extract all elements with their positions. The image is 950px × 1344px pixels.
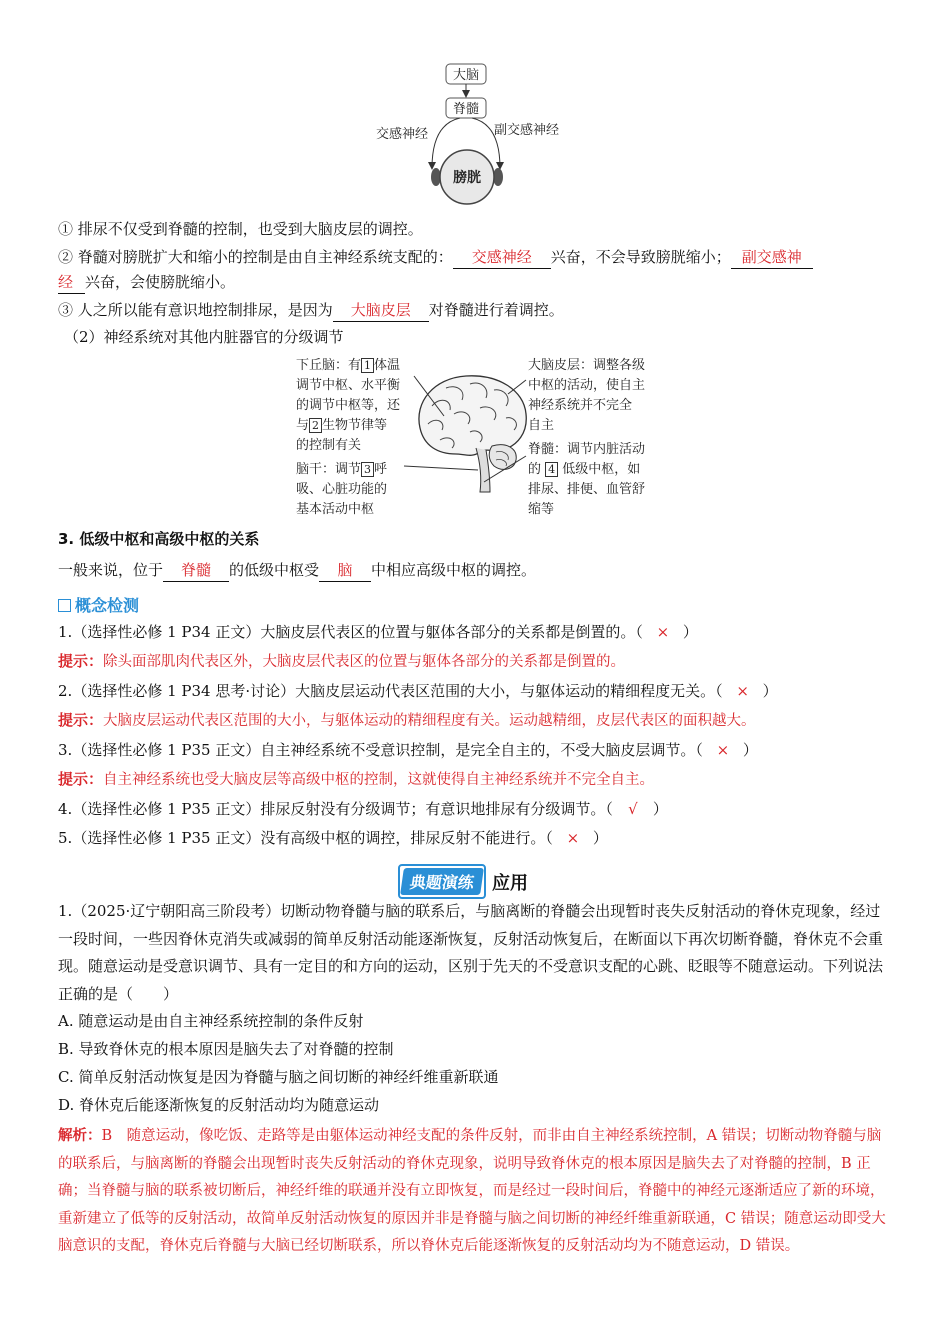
analysis: 解析：B 随意运动，像吃饭、走路等是由躯体运动神经支配的条件反射，而非由自主神经系统控制，A 错误；切断动物脊髓与脑的联系后，与脑离断的脊髓会出现暂时丧失反射活动的脊休克现象，说明导致脊休克的根本原因是脑失去了对脊髓的控制，B 正确；当脊髓与脑的联系被切断后，神经纤维的联通并没有立即恢复，而是经过一段时间后，脊髓中的神经元逐渐适应了新的环境，重新建立了低等的反射活动，故简单反射活动恢复的原因并非是脊髓与脑之间切断的神经纤维重新联通，C 错误；随意运动即受大脑意识的支配，脊休克后脊髓与大脑已经切断联系，所以脊休克后能逐渐恢复的反射活动均为不随意运动，D 错误。 — [58, 1127, 886, 1254]
point-2-cont — [58, 271, 235, 294]
section-3-text: 一般来说，位于 脊髓 的低级中枢受 脑 中相应高级中枢的调控。 — [58, 559, 536, 582]
concept-item-1: 1.（选择性必修 1 P34 正文）大脑皮层代表区的位置与躯体各部分的关系都是倒置的。（ × ） — [58, 623, 698, 641]
practice-tag: 典题演练 — [400, 868, 484, 895]
question-stem: 1.（2025·辽宁朝阳高三阶段考）切断动物脊髓与脑的联系后，与脑离断的脊髓会出现暂时丧失反射活动的脊休克现象，经过一段时间，一些因脊休克消失或减弱的简单反射活动能逐渐恢复，反射活动恢复后，在断面以下再次切断脊髓，脊休克不会重现。随意运动是受意识调节、具有一定目的和方向的运动，区别于先天的不受意识支配的心跳、眨眼等不随意运动。下列说法正确的是（ ） — [58, 902, 884, 1003]
option-d: D. 脊休克后能逐渐恢复的反射活动均为随意运动 — [58, 1096, 380, 1114]
concept-item-5: 5.（选择性必修 1 P35 正文）没有高级中枢的调控，排尿反射不能进行。（ × ） — [58, 829, 608, 847]
concept-item-3: 3.（选择性必修 1 P35 正文）自主神经系统不受意识控制，是完全自主的，不受大脑皮层调节。（ × ） — [58, 741, 758, 759]
point-1: ① 排尿不仅受到脊髓的控制，也受到大脑皮层的调控。 — [58, 220, 423, 238]
point-2-mid: 兴奋，不会导致膀胱缩小； — [550, 248, 731, 266]
point-2-blank-2a: 副交感神 — [731, 246, 813, 269]
brainstem-text: 脑干：调节 3 呼 吸、心脏功能的 基本活动中枢 — [296, 462, 388, 517]
practice-suffix: 应用 — [492, 873, 529, 894]
point-3 — [58, 299, 564, 322]
concept-check-title: 概念检测 — [58, 593, 139, 616]
tip-1: 提示：除头面部肌肉代表区外，大脑皮层代表区的位置与躯体各部分的关系都是倒置的。 — [58, 652, 626, 670]
point-2-post: 兴奋，会使膀胱缩小。 — [85, 273, 236, 291]
point-2-blank-1: 交感神经 — [453, 246, 551, 269]
option-a: A. 随意运动是由自主神经系统控制的条件反射 — [58, 1012, 364, 1030]
point-3-blank: 大脑皮层 — [333, 299, 429, 322]
tip-3: 提示：自主神经系统也受大脑皮层等高级中枢的控制，这就使得自主神经系统并不完全自主。 — [58, 770, 655, 788]
brain-diagram — [294, 354, 662, 520]
concept-item-2: 2.（选择性必修 1 P34 思考·讨论）大脑皮层运动代表区范围的大小，与躯体运动的精细程度无关。（ × ） — [58, 682, 778, 700]
point-2-blank-2b: 经 — [58, 271, 85, 294]
point-2 — [58, 246, 813, 269]
spinal-cord-box-label: 脊髓 — [452, 102, 480, 117]
option-b: B. 导致脊休克的根本原因是脑失去了对脊髓的控制 — [58, 1040, 394, 1058]
brain-box-label: 大脑 — [452, 68, 480, 83]
section-3-title: 3. 低级中枢和高级中枢的关系 — [58, 530, 260, 548]
practice-header — [398, 864, 528, 899]
spinal-cord-text: 脊髓：调节内脏活动 的 4 低级中枢，如 排尿、排便、血管舒 缩等 — [528, 442, 646, 517]
subsection-2-title: （2）神经系统对其他内脏器官的分级调节 — [64, 328, 344, 346]
tip-2: 提示：大脑皮层运动代表区范围的大小，与躯体运动的精细程度有关。运动越精细，皮层代表区的面积越大。 — [58, 711, 756, 729]
cerebral-cortex-text: 大脑皮层：调整各级 中枢的活动，使自主 神经系统并不完全 自主 — [528, 358, 646, 433]
hypothalamus-text: 下丘脑：有 1 体温 调节中枢、水平衡 的调节中枢等，还 与 2 生物节律等 的控制有关 — [296, 358, 401, 453]
bladder-label: 膀胱 — [453, 170, 481, 186]
section-3-blank-1: 脊髓 — [163, 559, 229, 582]
sympathetic-label: 交感神经 — [376, 127, 429, 142]
section-3-blank-2: 脑 — [319, 559, 371, 582]
concept-item-4: 4.（选择性必修 1 P35 正文）排尿反射没有分级调节；有意识地排尿有分级调节。（ √ ） — [58, 800, 668, 818]
point-3-pre: ③ 人之所以能有意识地控制排尿，是因为 — [58, 301, 333, 319]
parasympathetic-label: 副交感神经 — [494, 123, 560, 138]
point-2-pre: ② 脊髓对膀胱扩大和缩小的控制是由自主神经系统支配的： — [58, 248, 453, 266]
checkbox-icon — [58, 599, 71, 612]
bladder-control-diagram — [370, 60, 590, 210]
point-3-post: 对脊髓进行着调控。 — [428, 301, 564, 319]
option-c: C. 简单反射活动恢复是因为脊髓与脑之间切断的神经纤维重新联通 — [58, 1068, 499, 1086]
